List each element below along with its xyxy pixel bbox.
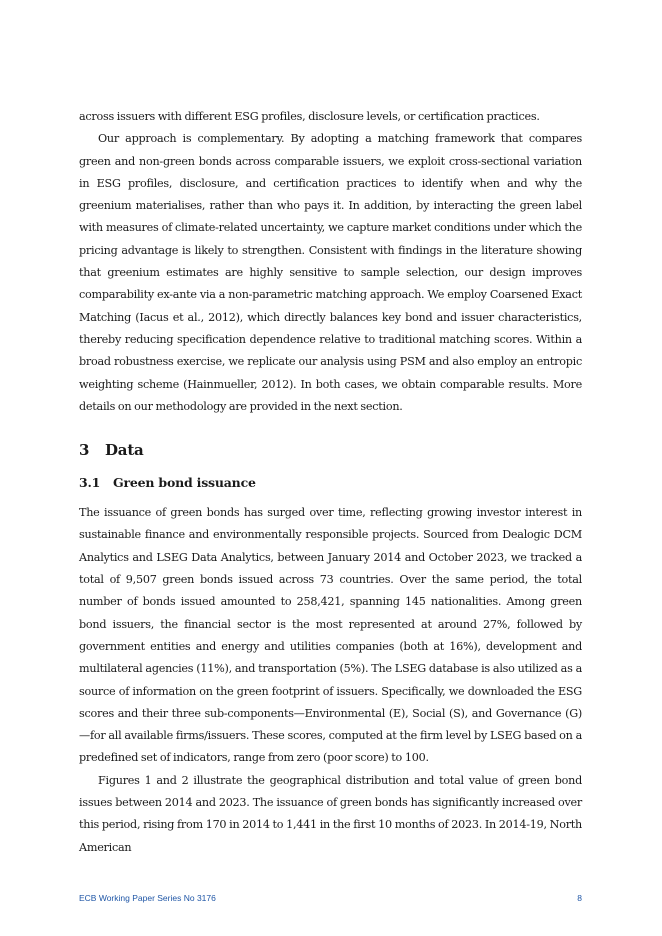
subsection-heading (79, 474, 582, 492)
paragraph-continued: across issuers with different ESG profiles, disclosure levels, or certification practices. (79, 110, 540, 123)
footer-page-number: 8 (577, 893, 582, 903)
page-content (79, 106, 582, 859)
paragraph-approach: Our approach is complementary. By adopting a matching framework that compares green and non-green bonds across comparable issuers, we exploit cross-sectional variation in ESG profiles, disclosure, and certification practices to identify when and why the greenium materialises, rather than who pays it. In addition, by interacting the green label with measures of climate-related uncertainty, we capture market conditions under which the pricing advantage is likely to strengthen. Consistent with findings in the literature showing that greenium estimates are highly sensitive to sample selection, our design improves comparability ex-ante via a non-parametric matching approach. We employ Coarsened Exact Matching (Iacus et al., 2012), which directly balances key bond and issuer characteristics, thereby reducing specification dependence relative to traditional matching scores. Within a broad robustness exercise, we replicate our analysis using PSM and also employ an entropic weighting scheme (Hainmueller, 2012). In both cases, we obtain comparable results. More details on our methodology are provided in the next section. (79, 132, 582, 413)
paragraph-issuance: The issuance of green bonds has surged over time, reflecting growing investor interest in sustainable finance and environmentally responsible projects. Sourced from Dealogic DCM Analytics and LSEG Data Analytics, between January 2014 and October 2023, we tracked a total of 9,507 green bonds issued across 73 countries. Over the same period, the total number of bonds issued amounted to 258,421, spanning 145 nationalities. Among green bond issuers, the financial sector is the most represented at around 27%, followed by government entities and energy and utilities companies (both at 16%), development and multilateral agencies (11%), and transportation (5%). The LSEG database is also utilized as a source of information on the green footprint of issuers. Specifically, we downloaded the ESG scores and their three sub-components—Environmental (E), Social (S), and Governance (G)—for all available firms/issuers. These scores, computed at the firm level by LSEG based on a predefined set of indicators, range from zero (poor score) to 100. (79, 506, 582, 765)
section-heading (79, 440, 582, 460)
subsection-number: 3.1 (79, 475, 101, 491)
footer-series-label: ECB Working Paper Series No 3176 (79, 893, 216, 903)
section-title: Data (105, 441, 144, 460)
subsection-title: Green bond issuance (113, 475, 256, 491)
section-number: 3 (79, 441, 90, 460)
paragraph-figures: Figures 1 and 2 illustrate the geographical distribution and total value of green bond issues between 2014 and 2023. The issuance of green bonds has significantly increased over this period, rising from 170 in 2014 to 1,441 in the first 10 months of 2023. In 2014-19, North American (79, 773, 582, 854)
